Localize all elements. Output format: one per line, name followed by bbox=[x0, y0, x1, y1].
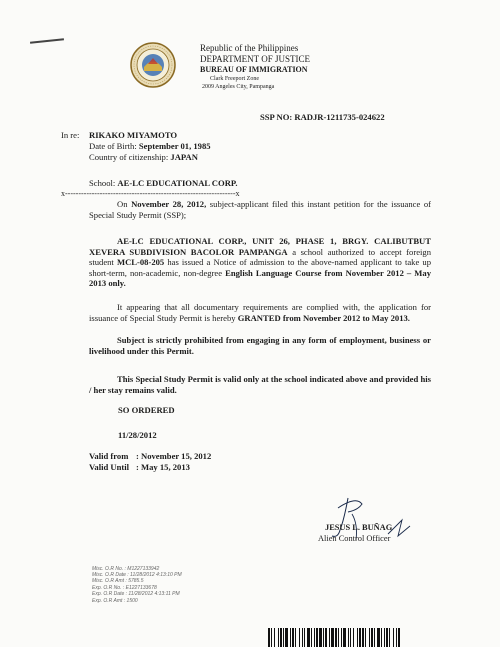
paragraph-granted bbox=[89, 302, 431, 323]
citizenship-value: JAPAN bbox=[170, 152, 198, 162]
header-line-bureau: BUREAU OF IMMIGRATION bbox=[200, 65, 308, 74]
receipt-exp-or-no: Exp. O.R No. : E1227133678 bbox=[92, 585, 157, 591]
para3-granted: GRANTED from November 2012 to May 2013. bbox=[237, 312, 410, 323]
para2-school-address: AE-LC EDUCATIONAL CORP., UNIT 26, PHASE 1, BRGY. CALIBUTBUT XEVERA SUBDIVISION BACOLOR PAMPANGA bbox=[89, 236, 431, 257]
divider-line: x----------------------------------------------------------------x bbox=[61, 189, 240, 198]
paragraph-school-notice bbox=[89, 236, 431, 289]
paragraph-petition bbox=[89, 199, 431, 220]
para2-accreditation: MCL-08-205 bbox=[116, 257, 165, 268]
para2-text1: a school authorized to accept foreign student bbox=[89, 246, 431, 268]
barcode-gap bbox=[400, 628, 401, 647]
valid-until-label: Valid Until bbox=[89, 462, 130, 472]
valid-until-value: : May 15, 2013 bbox=[136, 462, 190, 472]
para1-date: November 28, 2012, bbox=[131, 199, 207, 209]
receipt-exp-or-amt: Exp. O.R Amt : 1500 bbox=[92, 598, 138, 604]
date-of-birth bbox=[89, 141, 211, 151]
receipt-misc-or-amt: Misc. O.R Amt : 5785.5 bbox=[92, 578, 144, 584]
valid-from-value: : November 15, 2012 bbox=[136, 451, 212, 461]
citizenship bbox=[89, 152, 198, 162]
signatory-name: JESUS L. BUÑAG bbox=[325, 523, 393, 532]
header-line-address2: 2009 Angeles City, Pampanga bbox=[202, 84, 275, 90]
in-re-label: In re: bbox=[61, 130, 80, 140]
so-ordered: SO ORDERED bbox=[118, 405, 175, 415]
dob-label: Date of Birth: bbox=[89, 141, 137, 151]
para2-text2: has issued a Notice of admission to the above-named applicant to take up short-term, non-academic, non-degree bbox=[89, 257, 431, 278]
header-line-address1: Clark Freeport Zone bbox=[210, 76, 259, 82]
para1-post: subject-applicant filed this instant petition for the issuance of Special Study Permit (SSP); bbox=[89, 199, 432, 220]
school-value: AE-LC EDUCATIONAL CORP. bbox=[117, 178, 238, 188]
header-line-department: DEPARTMENT OF JUSTICE bbox=[200, 54, 310, 64]
dob-value: September 01, 1985 bbox=[138, 141, 211, 151]
para1-pre: On bbox=[117, 199, 132, 209]
receipt-misc-or-no: Misc. O.R No. : M1227133942 bbox=[92, 566, 160, 572]
citizenship-label: Country of citizenship: bbox=[89, 152, 169, 162]
pen-mark bbox=[30, 38, 64, 44]
school-line bbox=[89, 178, 238, 188]
valid-from-label: Valid from bbox=[89, 451, 129, 461]
paragraph-prohibition: Subject is strictly prohibited from engaging in any form of employment, business or livelihood under this Permit. bbox=[89, 335, 431, 356]
header-line-republic: Republic of the Philippines bbox=[200, 43, 299, 53]
receipt-exp-or-date: Exp. O.R Date : 11/28/2012 4:13:11 PM bbox=[92, 591, 180, 597]
barcode-icon bbox=[268, 628, 500, 647]
para3-text: It appearing that all documentary requirements are complied with, the application for issuance of Special Study Permit is hereby bbox=[89, 302, 431, 323]
order-date: 11/28/2012 bbox=[118, 430, 157, 440]
seal-icon bbox=[130, 42, 176, 88]
ssp-number: SSP NO: RADJR-1211735-024622 bbox=[260, 112, 385, 122]
para2-course: English Language Course from November 2012 – May 2013 only. bbox=[89, 267, 431, 289]
paragraph-validity: This Special Study Permit is valid only at the school indicated above and provided his / her stay remains valid. bbox=[89, 374, 431, 395]
school-label: School: bbox=[89, 178, 116, 188]
applicant-name: RIKAKO MIYAMOTO bbox=[89, 130, 178, 140]
signatory-title: Alien Control Officer bbox=[318, 534, 391, 543]
receipt-misc-or-date: Misc. O.R Date : 11/28/2012 4:13:10 PM bbox=[92, 572, 182, 578]
